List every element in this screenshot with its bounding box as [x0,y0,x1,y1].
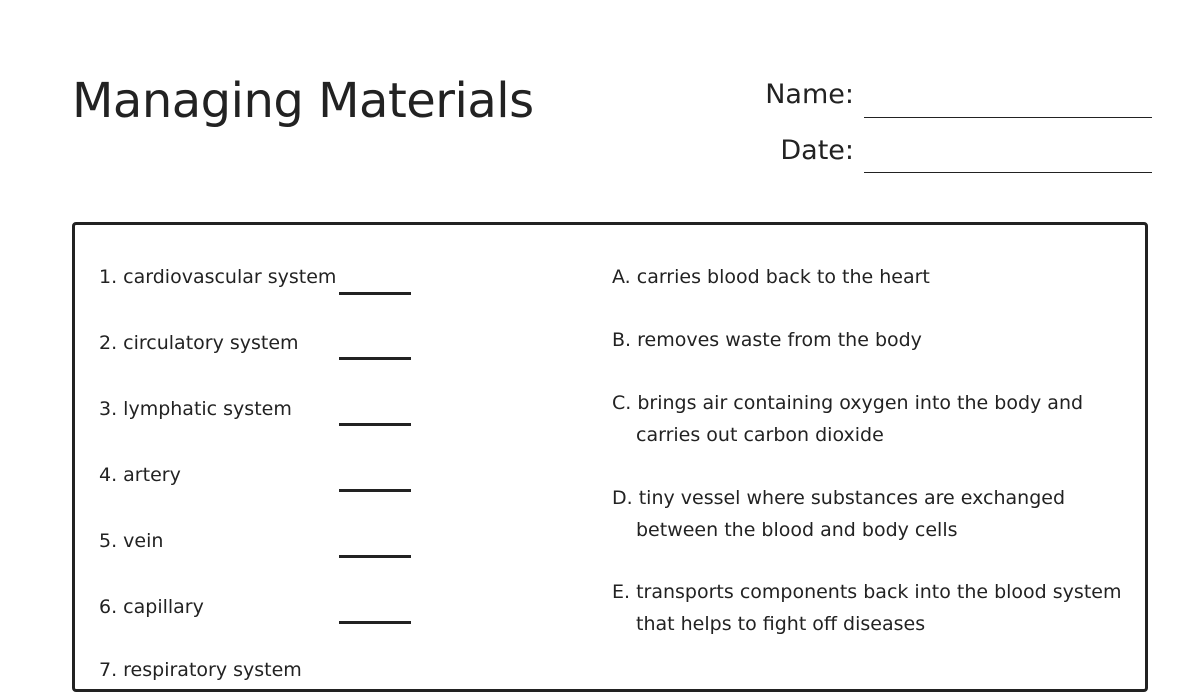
date-label: Date: [780,135,854,166]
definition-c: C. brings air containing oxygen into the body and carries out carbon dioxide [612,392,1084,446]
answer-blank-3[interactable] [339,423,411,426]
term-7: 7. respiratory system [99,659,302,681]
definition-a: A. carries blood back to the heart [612,266,930,288]
date-answer-line[interactable] [864,172,1152,173]
name-answer-line[interactable] [864,117,1152,118]
term-6: 6. capillary [99,596,204,618]
definition-e: E. transports components back into the blood system that helps to fight off diseases [612,581,1122,635]
term-1: 1. cardiovascular system [99,266,337,288]
answer-blank-2[interactable] [339,357,411,360]
term-5: 5. vein [99,530,164,552]
worksheet-title: Managing Materials [72,73,534,129]
answer-blank-1[interactable] [339,292,411,295]
answer-blank-4[interactable] [339,489,411,492]
answer-blank-6[interactable] [339,621,411,624]
answer-blank-5[interactable] [339,555,411,558]
term-3: 3. lymphatic system [99,398,292,420]
definition-d: D. tiny vessel where substances are exchanged between the blood and body cells [612,487,1066,541]
definition-b: B. removes waste from the body [612,329,922,351]
name-label: Name: [765,79,854,110]
term-4: 4. artery [99,464,181,486]
term-2: 2. circulatory system [99,332,299,354]
